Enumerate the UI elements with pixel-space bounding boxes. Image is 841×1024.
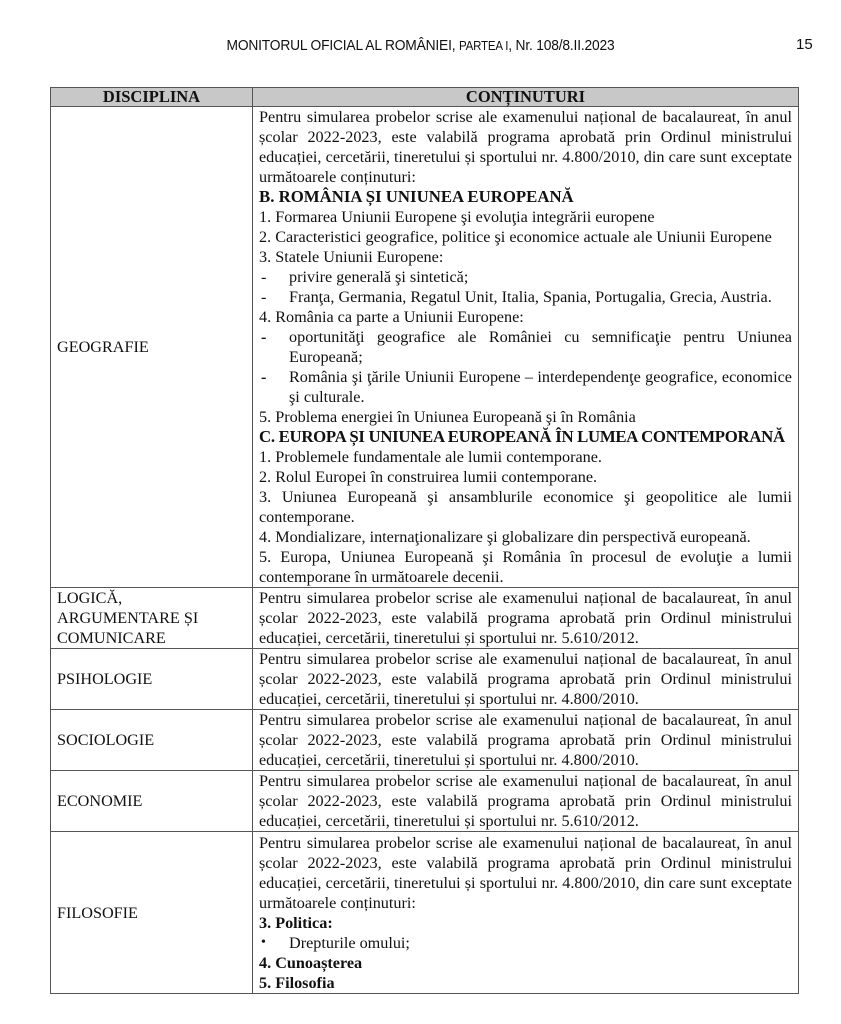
discipline-name-line: ARGUMENTARE ȘI (57, 609, 199, 627)
sub-list-item-text: Franţa, Germania, Regatul Unit, Italia, Spania, Portugalia, Grecia, Austria. (289, 288, 772, 306)
dash-icon: - (261, 268, 267, 286)
discipline-name: ECONOMIE (51, 771, 253, 832)
table-row-sociologie (51, 710, 799, 771)
discipline-content: Pentru simularea probelor scrise ale examenului național de bacalaureat, în anul școlar 2022-2023, este valabilă programa aprobată prin Ordinul ministrului educației, cercetării, tineretului și sportului nr. 5.610/2012. (253, 771, 799, 832)
discipline-content: Pentru simularea probelor scrise ale examenului național de bacalaureat, în anul școlar 2022-2023, este valabilă programa aprobată prin Ordinul ministrului educației, cercetării, tineretului și sportului nr. 4.800/2010. (253, 649, 799, 710)
table-row-economie (51, 771, 799, 832)
list-item: 5. Problema energiei în Uniunea Europeană şi în România (259, 408, 636, 426)
list-item: 2. Caracteristici geografice, politice şi economice actuale ale Uniunii Europene (259, 228, 772, 246)
table-row-psihologie (51, 649, 799, 710)
sub-list-item (259, 367, 792, 407)
intro-paragraph: Pentru simularea probelor scrise ale examenului național de bacalaureat, în anul școlar 2022-2023, este valabilă programa aprobată prin Ordinul ministrului educației, cercetării, tineretului și sportului nr. 4.800/2010, din care sunt exceptate următoarele conținuturi: (259, 108, 792, 186)
discipline-content: Pentru simularea probelor scrise ale examenului național de bacalaureat, în anul școlar 2022-2023, este valabilă programa aprobată prin Ordinul ministrului educației, cercetării, tineretului și sportului nr. 5.610/2012. (253, 588, 799, 649)
table-header-row (51, 88, 799, 107)
page-header (0, 34, 841, 56)
dash-icon: - (261, 328, 267, 346)
list-item: 4. Mondializare, internaţionalizare şi globalizare din perspectivă europeană. (259, 528, 751, 546)
list-item: 1. Problemele fundamentale ale lumii contemporane. (259, 448, 602, 466)
sub-list-item-text: România şi ţările Uniunii Europene – interdependenţe geografice, economice şi culturale. (289, 368, 792, 406)
intro-paragraph: Pentru simularea probelor scrise ale examenului național de bacalaureat, în anul școlar 2022-2023, este valabilă programa aprobată prin Ordinul ministrului educației, cercetării, tineretului și sportului nr. 4.800/2010, din care sunt exceptate următoarele conținuturi: (259, 833, 792, 912)
discipline-name-line: COMUNICARE (57, 629, 166, 647)
list-item: 3. Statele Uniunii Europene: (259, 248, 444, 266)
table-row-geografie (51, 107, 799, 588)
title-main: MONITORUL OFICIAL AL ROMÂNIEI, (226, 37, 460, 54)
list-item: 3. Uniunea Europeană şi ansamblurile economice şi geopolitice ale lumii contemporane. (259, 488, 792, 526)
discipline-content (253, 832, 799, 994)
table-row-logica (51, 588, 799, 649)
bullet-icon: • (261, 934, 266, 950)
discipline-name: GEOGRAFIE (51, 107, 253, 588)
table-row-filosofie (51, 832, 799, 994)
list-item: 4. România ca parte a Uniunii Europene: (259, 308, 524, 326)
list-item: 4. Cunoașterea (259, 953, 363, 972)
sub-list-item (259, 327, 792, 367)
list-item: 1. Formarea Uniunii Europene şi evoluţia integrării europene (259, 208, 655, 226)
dash-icon: - (261, 288, 267, 306)
column-header-disciplina: DISCIPLINA (51, 88, 253, 107)
dash-icon: - (261, 368, 267, 386)
title-part: PARTEA I (459, 39, 509, 53)
sub-list-item-text: privire generală şi sintetică; (289, 268, 469, 286)
bullet-list-item (259, 933, 792, 953)
sub-list-item-text: oportunităţi geografice ale României cu semnificaţie pentru Uniunea Europeană; (289, 328, 792, 366)
discipline-content (253, 107, 799, 588)
discipline-name (51, 588, 253, 649)
bullet-list-item-text: Drepturile omului; (289, 933, 410, 952)
list-item: 3. Politica: (259, 913, 333, 932)
discipline-name: FILOSOFIE (51, 832, 253, 994)
page-number: 15 (796, 36, 813, 53)
discipline-name: SOCIOLOGIE (51, 710, 253, 771)
section-title-c: C. EUROPA ȘI UNIUNEA EUROPEANĂ ÎN LUMEA CONTEMPORANĂ (259, 427, 785, 446)
section-title-b: B. ROMÂNIA ȘI UNIUNEA EUROPEANĂ (259, 187, 574, 206)
list-item: 5. Filosofia (259, 973, 335, 992)
disciplines-table (50, 87, 799, 994)
discipline-content: Pentru simularea probelor scrise ale examenului național de bacalaureat, în anul școlar 2022-2023, este valabilă programa aprobată prin Ordinul ministrului educației, cercetării, tineretului și sportului nr. 4.800/2010. (253, 710, 799, 771)
discipline-name-line: LOGICĂ, (57, 589, 123, 607)
title-issue: , Nr. 108/8.II.2023 (508, 37, 615, 54)
sub-list-item (259, 287, 792, 307)
publication-title (34, 37, 808, 54)
column-header-continuturi: CONȚINUTURI (253, 88, 799, 107)
list-item: 2. Rolul Europei în construirea lumii contemporane. (259, 468, 598, 486)
sub-list-item (259, 267, 792, 287)
discipline-name: PSIHOLOGIE (51, 649, 253, 710)
list-item: 5. Europa, Uniunea Europeană şi România în procesul de evoluţie a lumii contemporane în următoarele decenii. (259, 548, 792, 586)
